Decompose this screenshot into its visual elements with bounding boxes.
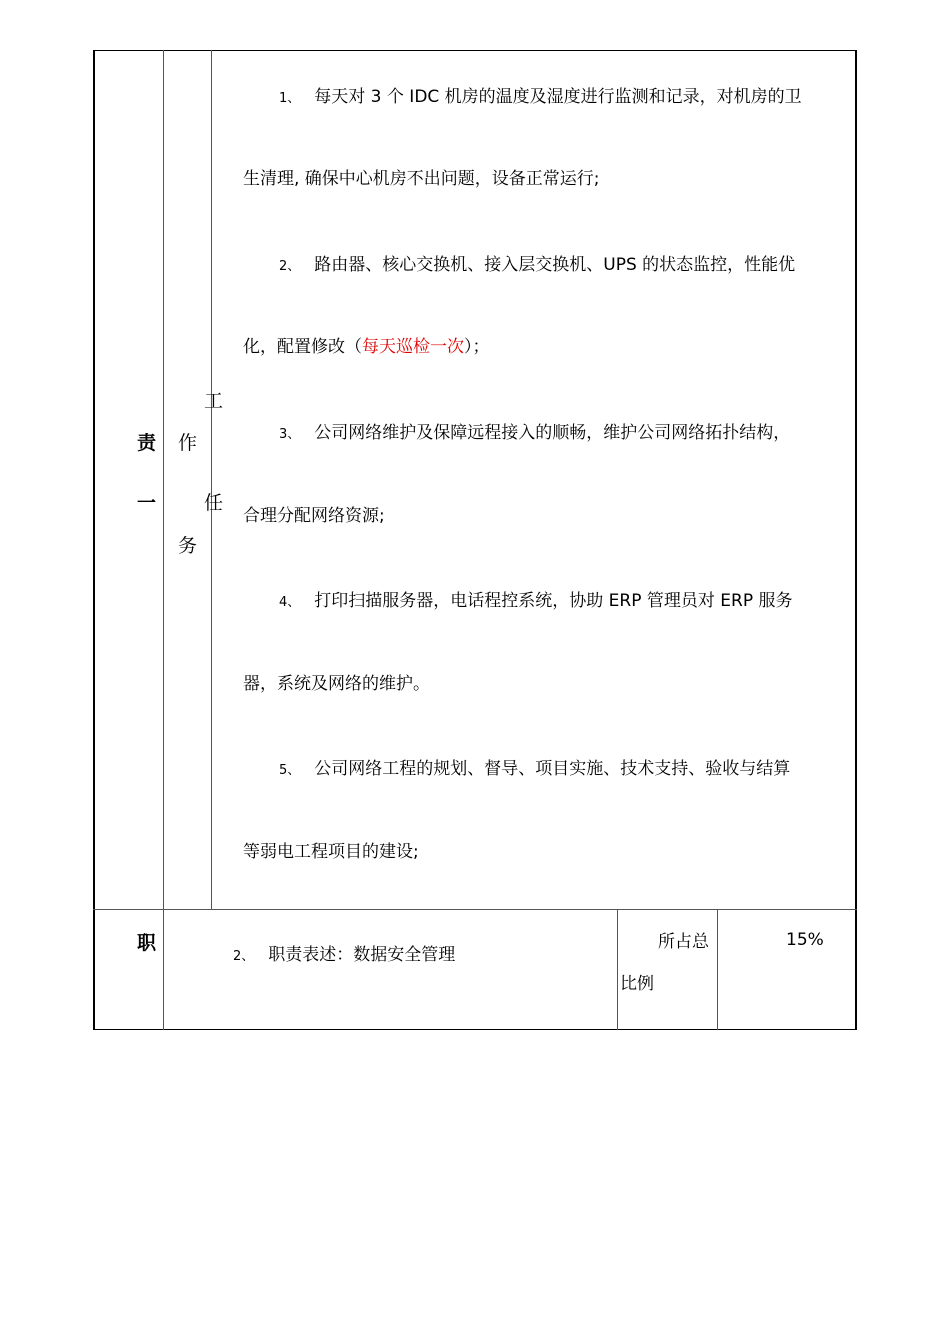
duty-number: 2、 <box>233 949 255 964</box>
column-divider-2 <box>211 50 212 909</box>
row-divider <box>93 909 857 910</box>
task-label-char-2: 任 <box>204 492 224 514</box>
task-2-line-1 <box>243 255 855 277</box>
task-label-char-1: 工 <box>204 390 224 412</box>
task-4-number: 4、 <box>279 595 301 610</box>
bottom-section-label: 职 <box>137 932 157 954</box>
ratio-label-line-2: 比例 <box>620 974 654 994</box>
table-bottom-border <box>93 1029 857 1030</box>
task-3-line-2: 合理分配网络资源; <box>243 506 385 526</box>
task-1-line-2: 生清理, 确保中心机房不出问题，设备正常运行; <box>243 169 600 189</box>
task-2-line-2 <box>243 337 855 357</box>
task-1-text-1: 每天对 3 个 IDC 机房的温度及湿度进行监测和记录，对机房的卫 <box>314 87 802 107</box>
column-divider-3 <box>617 909 618 1030</box>
column-divider-4 <box>717 909 718 1030</box>
task-4-line-1 <box>243 591 855 613</box>
section-label-char-1: 责 <box>137 432 157 454</box>
duty-description <box>233 945 455 967</box>
ratio-value: 15% <box>786 930 824 950</box>
task-1-number: 1、 <box>279 91 301 106</box>
section-label-char-2: 一 <box>137 492 157 514</box>
task-2-text-1: 路由器、核心交换机、接入层交换机、UPS 的状态监控，性能优 <box>314 255 796 275</box>
task-3-line-1 <box>243 423 855 445</box>
column-divider-1 <box>163 50 164 1030</box>
task-2-text-2-pre: 化，配置修改（ <box>243 337 362 357</box>
task-2-highlight: 每天巡检一次 <box>362 337 464 357</box>
task-3-text-1: 公司网络维护及保障远程接入的顺畅，维护公司网络拓扑结构， <box>314 423 791 443</box>
task-2-number: 2、 <box>279 259 301 274</box>
task-1-line-1 <box>243 87 855 109</box>
task-5-number: 5、 <box>279 763 301 778</box>
work-label-char-2: 务 <box>178 535 198 557</box>
table-top-border <box>93 50 857 51</box>
ratio-label-line-1: 所占总 <box>658 932 709 952</box>
table-right-border <box>855 50 857 1030</box>
task-5-line-1 <box>243 759 855 781</box>
task-5-line-2: 等弱电工程项目的建设; <box>243 842 419 862</box>
task-2-text-2-post: ）； <box>464 337 490 357</box>
task-4-text-1: 打印扫描服务器，电话程控系统，协助 ERP 管理员对 ERP 服务 <box>314 591 793 611</box>
task-3-number: 3、 <box>279 427 301 442</box>
duty-description-text: 职责表述：数据安全管理 <box>268 945 456 965</box>
task-5-text-1: 公司网络工程的规划、督导、项目实施、技术支持、验收与结算 <box>314 759 791 779</box>
table-left-border <box>93 50 95 1030</box>
responsibility-table <box>93 50 857 1030</box>
work-label-char-1: 作 <box>178 432 198 454</box>
task-4-line-2: 器，系统及网络的维护。 <box>243 674 430 694</box>
